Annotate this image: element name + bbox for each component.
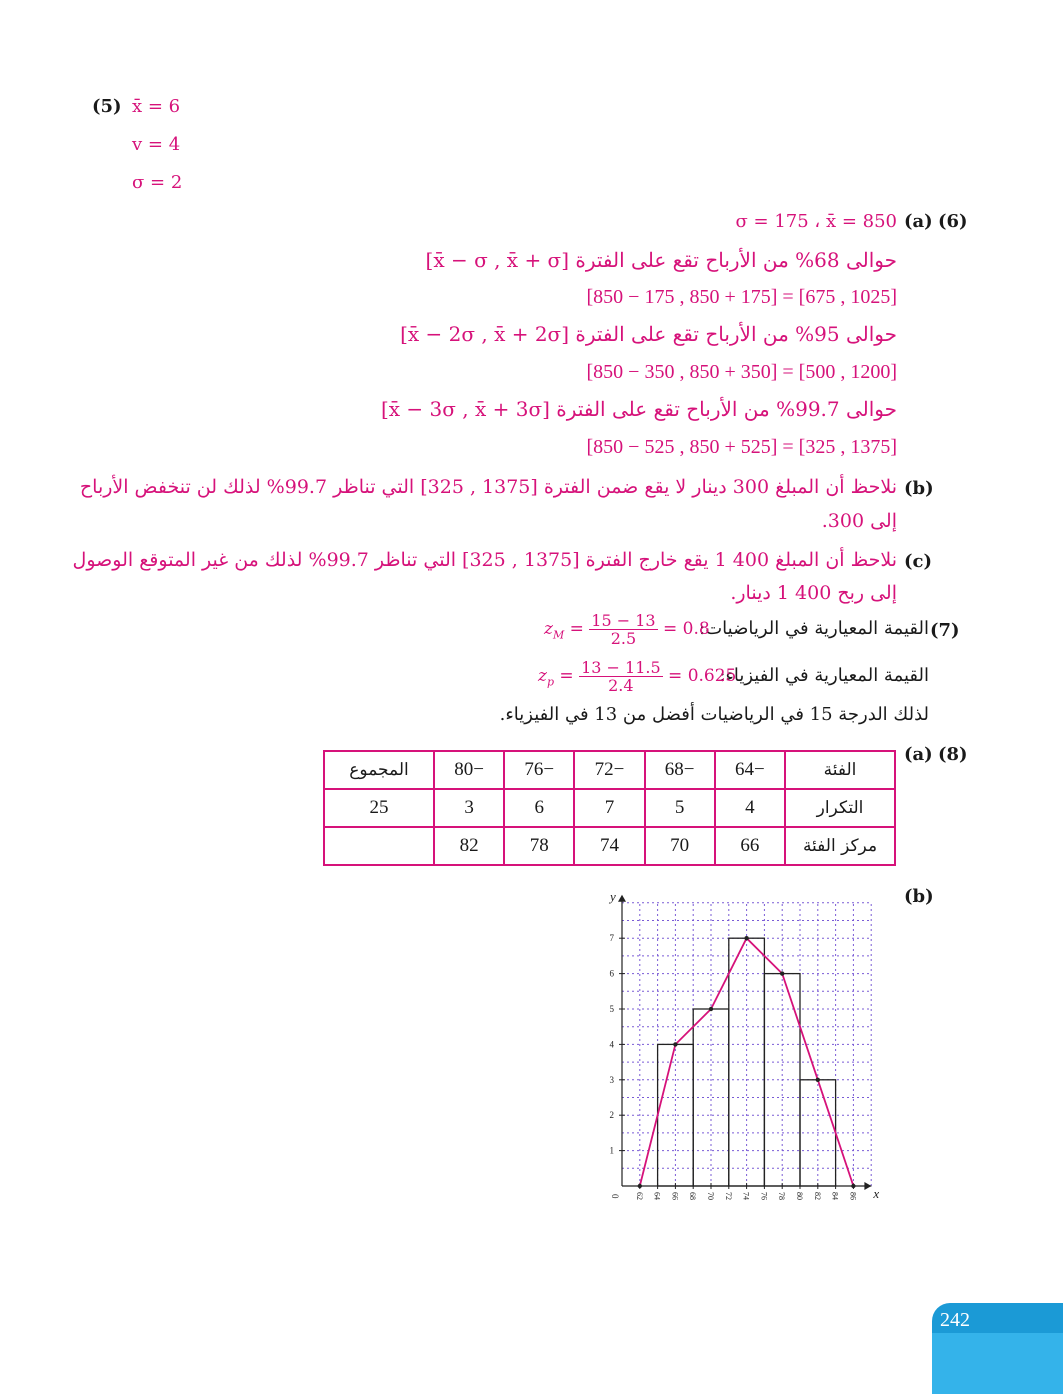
total-header: المجموع [324,751,434,789]
q7-math-formula: $z_M$ = $\frac{15 - 13}{2.5}$ = 0.8 [544,611,710,648]
row-label-class: الفئة [785,751,895,789]
q7-label: (7) [930,620,960,641]
q6-part-a-label: (a) [904,211,933,232]
q7-math-sub: M [552,628,565,642]
q8-part-a-label: (a) [904,744,933,765]
x-tick-label: 64 [652,1192,662,1200]
table-row-frequency [324,789,895,827]
q6-part-c-line2: إلى ربح 400 1 دينار. [730,582,897,604]
polygon-point [816,1078,820,1082]
x-tick-label: 82 [812,1192,822,1200]
frequency-table [323,750,896,866]
midpoint-cell: 74 [574,827,644,865]
q7-phys-sub: p [546,675,555,689]
x-tick-label: 62 [634,1192,644,1200]
q6-part-b-line1: نلاحظ أن المبلغ 300 دينار لا يقع ضمن الفترة [1375 , 325] التي تناظر 99.7% لذلك لن تنخفض الأرباح [79,476,897,498]
page-number: 242 [940,1309,970,1331]
frequency-cell: 4 [715,789,785,827]
class-cell: 72− [574,751,644,789]
q6-interval-68: [850 − 175 , 850 + 175] = [675 , 1025] [586,286,897,308]
y-tick-label: 2 [609,1110,614,1121]
q8-label: (8) [938,744,968,765]
y-tick-label: 7 [609,933,614,944]
y-axis-arrow [618,895,626,902]
row-label-midpoint: مركز الفئة [785,827,895,865]
y-tick-label: 4 [609,1039,614,1050]
q6-given: σ = 175 ، x̄ = 850 [735,211,897,232]
page-number-strip [932,1333,1063,1394]
y-tick-label: 3 [609,1074,614,1085]
class-cell: 68− [645,751,715,789]
y-tick-label: 6 [609,968,614,979]
x-tick-label: 66 [670,1192,680,1200]
polygon-point [638,1184,642,1188]
x-axis-arrow [864,1182,871,1190]
q7-phys-result: = 0.625 [668,666,737,686]
midpoint-cell: 66 [715,827,785,865]
q7-phys-text: القيمة المعيارية في الفيزياء: [719,665,929,686]
q7-phys-formula: $z_p$ = $\frac{13 - 11.5}{2.4}$ = 0.625 [538,658,737,695]
table-row-classes [324,751,895,789]
q6-part-b-label: (b) [904,478,934,499]
q6-interval-99: [850 − 525 , 850 + 525] = [325 , 1375] [586,436,897,458]
x-tick-label: 70 [706,1192,715,1200]
class-cell: 80− [434,751,504,789]
q7-math-numerator: 15 − 13 [591,611,656,630]
class-cell: 76− [504,751,574,789]
q5-sd: σ = 2 [132,172,183,193]
q6-part-c-line1: نلاحظ أن المبلغ 400 1 يقع خارج الفترة [1375 , 325] التي تناظر 99.7% لذلك من غير المتوقع الوصول [72,549,897,571]
frequency-cell: 5 [645,789,715,827]
polygon-point [673,1042,677,1046]
y-axis-label: y [610,888,616,904]
q6-part-b-line2: إلى 300. [821,510,897,532]
q6-line-99: حوالى 99.7% من الأرباح تقع على الفترة [x̄ − 3σ , x̄ + 3σ] [380,397,897,421]
q7-phys-var: z [538,666,547,686]
class-cell: 64− [715,751,785,789]
x-tick-label: 72 [723,1192,733,1200]
x-tick-label: 74 [741,1192,751,1200]
q6-interval-95: [850 − 350 , 850 + 350] = [500 , 1200] [586,361,897,383]
origin-label: 0 [610,1194,620,1199]
x-axis-label: x [873,1186,880,1201]
total-value: 25 [324,789,434,827]
q6-part-c-label: (c) [904,551,932,572]
q6-line-68: حوالى 68% من الأرباح تقع على الفترة [x̄ − σ , x̄ + σ] [425,248,897,272]
q7-conclusion: لذلك الدرجة 15 في الرياضيات أفضل من 13 في الفيزياء. [499,704,929,725]
x-tick-label: 78 [777,1192,787,1200]
frequency-cell: 3 [434,789,504,827]
polygon-point [709,1007,713,1011]
q6-line-95: حوالى 95% من الأرباح تقع على الفترة [x̄ − 2σ , x̄ + 2σ] [400,322,897,346]
q8-part-b-label: (b) [904,886,934,907]
q6-label: (6) [938,211,968,232]
q5-mean: x̄ = 6 [132,96,181,117]
histogram-chart [600,888,900,1213]
q7-phys-denominator: 2.4 [608,676,634,695]
polygon-point [851,1184,855,1188]
q7-math-var: z [544,619,553,639]
x-tick-label: 68 [688,1192,698,1200]
midpoint-cell: 82 [434,827,504,865]
x-tick-label: 86 [848,1192,858,1200]
q7-math-denominator: 2.5 [610,629,637,648]
midpoint-cell: 70 [645,827,715,865]
x-tick-label: 84 [830,1192,840,1200]
row-label-frequency: التكرار [785,789,895,827]
midpoint-cell: 78 [504,827,574,865]
x-tick-label: 80 [795,1192,804,1200]
frequency-cell: 6 [504,789,574,827]
q7-math-result: = 0.8 [663,619,710,639]
polygon-point [744,936,748,940]
table-row-midpoint [324,827,895,865]
q7-math-text: القيمة المعيارية في الرياضيات: [699,618,929,639]
total-empty [324,827,434,865]
q7-phys-numerator: 13 − 11.5 [581,658,661,677]
frequency-cell: 7 [574,789,644,827]
polygon-point [780,971,784,975]
y-tick-label: 5 [609,1004,614,1014]
x-tick-label: 76 [759,1192,769,1200]
y-tick-label: 1 [609,1145,614,1156]
q5-variance: v = 4 [132,134,181,155]
q5-label: (5) [92,96,122,117]
